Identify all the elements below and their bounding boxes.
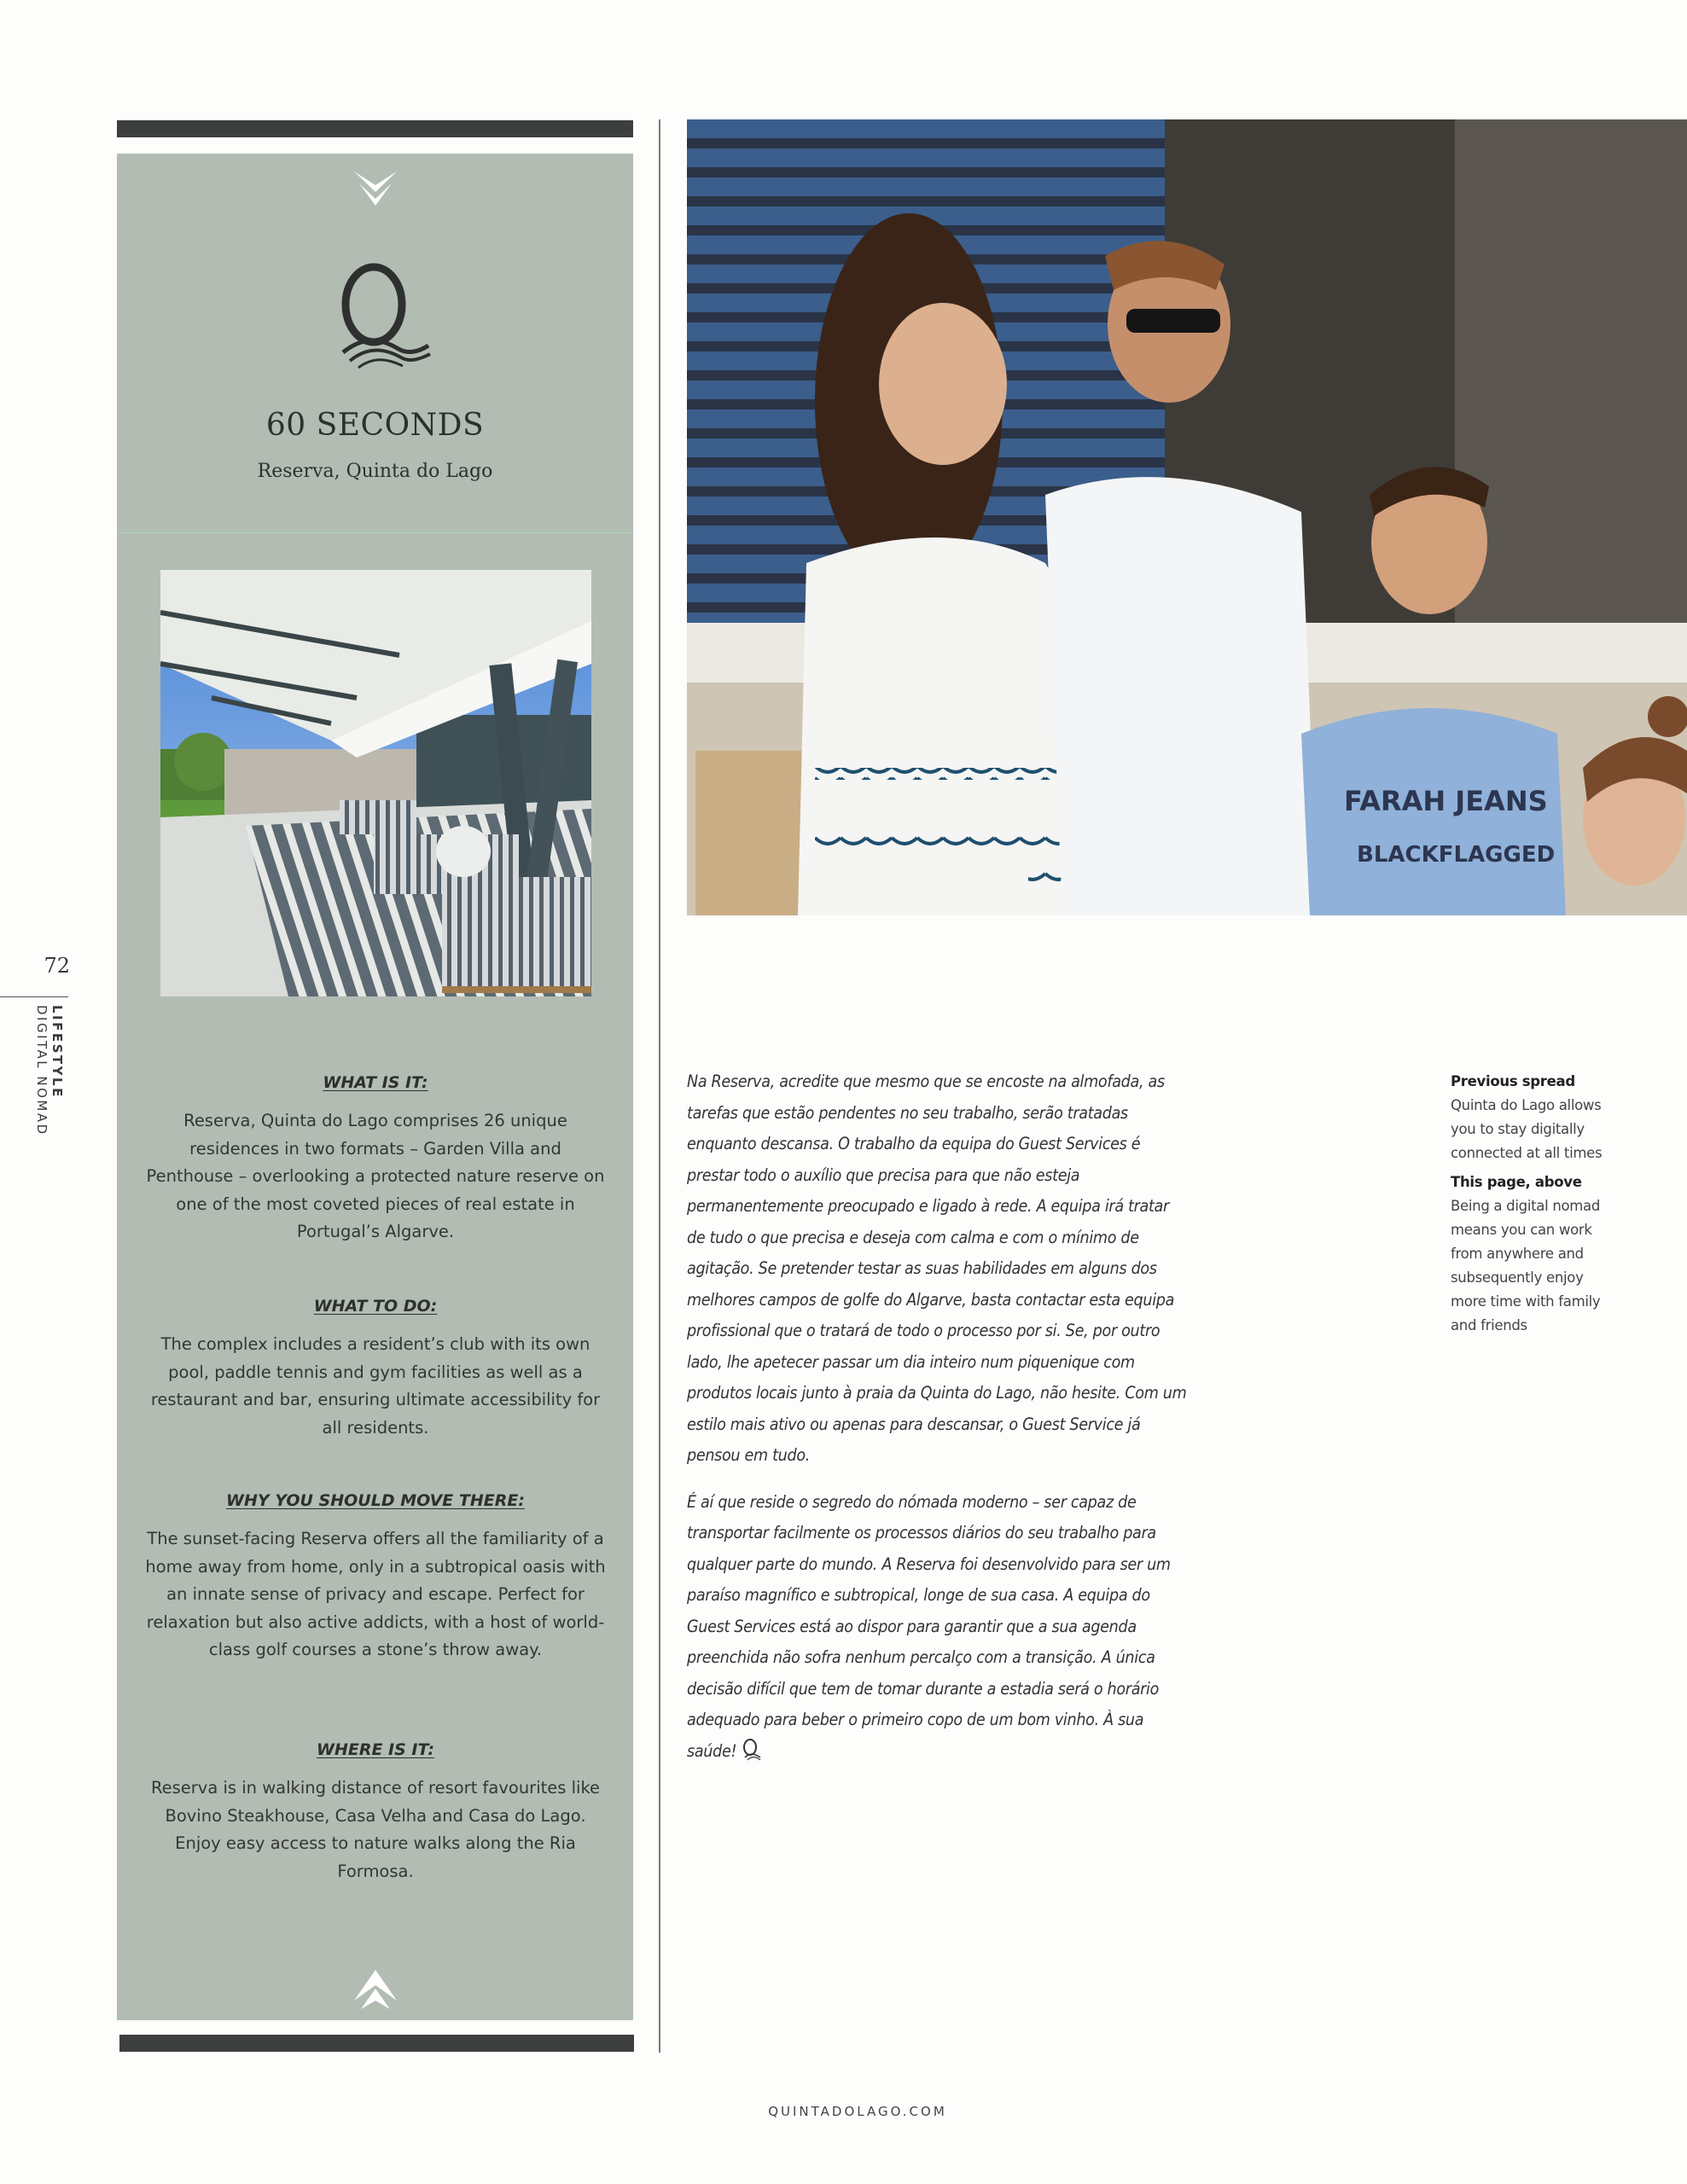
what-is-it-section bbox=[145, 1073, 606, 1246]
caption-heading: This page, above bbox=[1451, 1174, 1582, 1190]
panel-title: 60 SECONDS bbox=[265, 408, 485, 443]
chevron-double-down-icon bbox=[347, 166, 404, 209]
section-body: The sunset-facing Reserva offers all the familiarity of a home away from home, only in a subtropical oasis with an innate sense of privacy and escape. Perfect for relaxation but also active addicts, with a host of world-class golf courses a stone’s throw away. bbox=[145, 1529, 606, 1659]
section-body: The complex includes a resident’s club with its own pool, paddle tennis and gym facilities as well as a restaurant and bar, ensuring ultimate accessibility for all residents. bbox=[150, 1334, 601, 1438]
panel-subtitle: Reserva, Quinta do Lago bbox=[257, 461, 493, 482]
chevron-double-up-icon bbox=[347, 1966, 404, 2009]
section-label bbox=[34, 1005, 68, 1150]
sidebar-bottom-bar bbox=[119, 2035, 634, 2052]
article-paragraph-text: É aí que reside o segredo do nómada moderno – ser capaz de transportar facilmente os processos diários do seu trabalho para qualquer parte do mundo. A Reserva foi desenvolvido para ser um paraíso magnífico e subtropical, longe de sua casa. A equipa do Guest Services está ao dispor para garantir que a sua agenda preenchida não sofra nenhum percalço com a transição. A única decisão difícil que tem de tomar durante a estadia será o horário adequado para beber o primeiro copo de um bom vinho. À sua saúde! bbox=[687, 1491, 1171, 1761]
what-to-do-section bbox=[145, 1297, 606, 1442]
where-is-it-section bbox=[145, 1740, 606, 1885]
article-body bbox=[687, 1066, 1190, 1782]
section-name: LIFESTYLE bbox=[49, 1005, 65, 1099]
article-paragraph-last bbox=[687, 1487, 1190, 1768]
column-divider bbox=[659, 119, 660, 2053]
footer-url[interactable]: QUINTADOLAGO.COM bbox=[768, 2104, 947, 2119]
section-heading: WHAT IS IT: bbox=[323, 1073, 428, 1092]
section-heading: WHY YOU SHOULD MOVE THERE: bbox=[226, 1491, 525, 1510]
quinta-do-lago-q-logo bbox=[317, 260, 437, 371]
section-heading: WHAT TO DO: bbox=[313, 1297, 438, 1316]
panel-divider bbox=[117, 532, 633, 533]
subsection-name: DIGITAL NOMAD bbox=[34, 1005, 49, 1136]
family-photo bbox=[687, 119, 1687, 915]
caption-heading: Previous spread bbox=[1451, 1073, 1575, 1089]
tshirt-print-2: BLACKFLAGGED bbox=[1357, 842, 1556, 868]
terrace-photo bbox=[160, 570, 591, 996]
tshirt-print: FARAH JEANS bbox=[1344, 785, 1548, 817]
photo-captions bbox=[1451, 1070, 1621, 1343]
section-body: Reserva, Quinta do Lago comprises 26 unique residences in two formats – Garden Villa and Penthouse – overlooking a protected nature reserve on one of the most coveted pieces of real estate in Portugal’s Algarve. bbox=[146, 1111, 605, 1241]
caption-body: Being a digital nomad means you can work from anywhere and subsequently enjoy more time with family and friends bbox=[1451, 1198, 1601, 1333]
page-number: 72 bbox=[44, 954, 70, 978]
why-move-section bbox=[145, 1491, 606, 1664]
section-heading: WHERE IS IT: bbox=[316, 1740, 435, 1759]
article-paragraph: Na Reserva, acredite que mesmo que se encoste na almofada, as tarefas que estão pendentes no seu trabalho, serão tratadas enquanto descansa. O trabalho da equipa do Guest Services é prestar todo o auxílio que precisa para que não esteja permanentemente preocupado e ligado à rede. A equipa irá tratar de tudo o que precisa e deseja com calma e com o mínimo de agitação. Se pretender testar as suas habilidades em alguns dos melhores campos de golfe do Algarve, basta contactar esta equipa profissional que o tratará de todo o processo por si. Se, por outro lado, lhe apetecer passar um dia inteiro num piquenique com produtos locais junto à praia da Quinta do Lago, não hesite. Com um estilo mais ativo ou apenas para descansar, o Guest Service já pensou em tudo. bbox=[687, 1072, 1187, 1465]
section-body: Reserva is in walking distance of resort favourites like Bovino Steakhouse, Casa Velha and Casa do Lago. Enjoy easy access to nature walks along the Ria Formosa. bbox=[150, 1778, 601, 1881]
caption-body: Quinta do Lago allows you to stay digitally connected at all times bbox=[1451, 1097, 1603, 1161]
q-end-mark-icon bbox=[740, 1739, 762, 1761]
folio-rule bbox=[0, 996, 68, 997]
sidebar-top-bar bbox=[117, 120, 633, 137]
